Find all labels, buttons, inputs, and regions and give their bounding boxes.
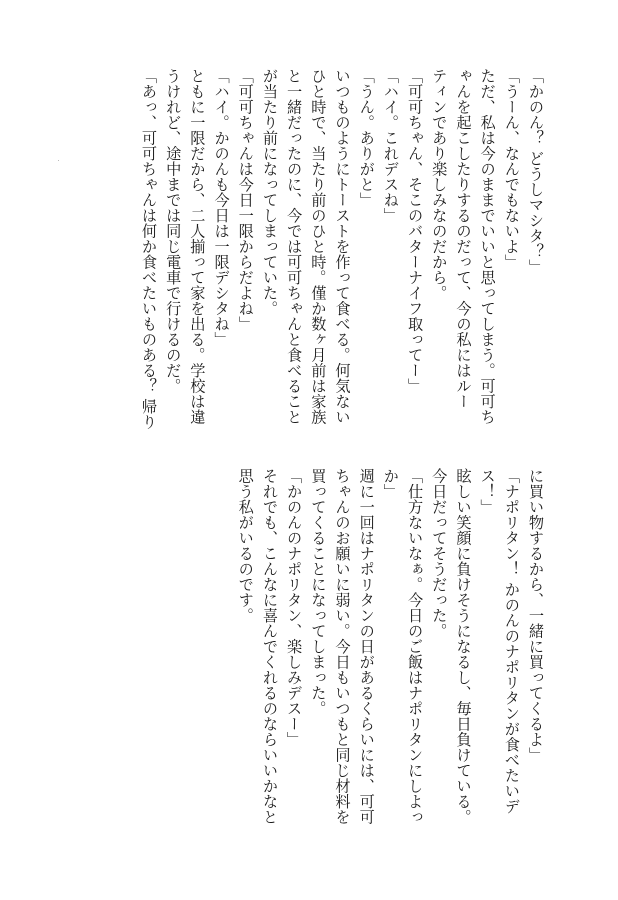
text-line: 「うん。ありがと」 xyxy=(357,68,376,208)
text-line: それでも、こんなに喜んでくれるのならいいかなと xyxy=(260,468,279,825)
text-line: 「仕方ないなぁ。今日のご飯はナポリタンにしよっ xyxy=(406,468,425,825)
text-line: 「ハイ。かのんも今日は一限デシタね」 xyxy=(212,68,231,347)
text-line: 「ハイ。これデスね」 xyxy=(381,68,400,223)
text-line: ただ、私は今のままでいいと思ってしまう。可可ち xyxy=(478,68,497,425)
text-line: 「可可ちゃんは今日一限からだよね」 xyxy=(236,68,255,332)
text-line: 週に一回はナポリタンの日があるくらいには、可可 xyxy=(357,468,376,825)
text-line: いつものようにトーストを作って食べる。何気ない xyxy=(333,68,352,425)
upper-text-block xyxy=(137,68,548,453)
text-line: が当たり前になってしまっていた。 xyxy=(260,68,279,316)
text-line: 思う私がいるのです。 xyxy=(236,468,255,623)
text-line: か」 xyxy=(381,468,400,499)
text-line: 眩しい笑顔に負けそうになるし、毎日負けている。 xyxy=(454,468,473,825)
text-line: 「あっ、可可ちゃんは何か食べたいものある？ 帰り xyxy=(140,68,158,430)
lower-text-block xyxy=(234,468,548,838)
text-line: 「うーん、なんでもないよ」 xyxy=(502,68,521,270)
text-line: と一緒だったのに、今では可可ちゃんと食べること xyxy=(285,68,304,425)
text-line: ティンであり楽しみなのだから。 xyxy=(430,68,449,301)
text-line: ゃんを起こしたりするのだって、今の私にはルー xyxy=(454,68,473,409)
text-line: 「かのん？ どうしマシタ？」 xyxy=(527,68,545,275)
text-line: に買い物するから、一緒に買ってくるよ」 xyxy=(527,468,545,763)
text-line: 今日だってそうだった。 xyxy=(430,468,449,639)
text-line: 「かのんのナポリタン、楽しみデスー」 xyxy=(285,468,304,747)
text-line: うけれど、途中までは同じ電車で行けるのだ。 xyxy=(164,68,183,394)
text-line: ちゃんのお願いに弱い。今日もいつもと同じ材料を xyxy=(333,468,352,825)
text-line: 「ナポリタン！ かのんのナポリタンが食べたいデ xyxy=(502,468,521,815)
text-line: 「可可ちゃん、そこのバターナイフ取ってー」 xyxy=(406,68,425,394)
text-line: ともに一限だから、二人揃って家を出る。学校は違 xyxy=(188,68,207,425)
text-line: 買ってくることになってしまった。 xyxy=(309,468,328,716)
text-line: ひと時で、当たり前のひと時。僅か数ヶ月前は家族 xyxy=(309,68,328,425)
page-speck xyxy=(58,160,59,161)
text-line: ス！」 xyxy=(478,468,497,515)
